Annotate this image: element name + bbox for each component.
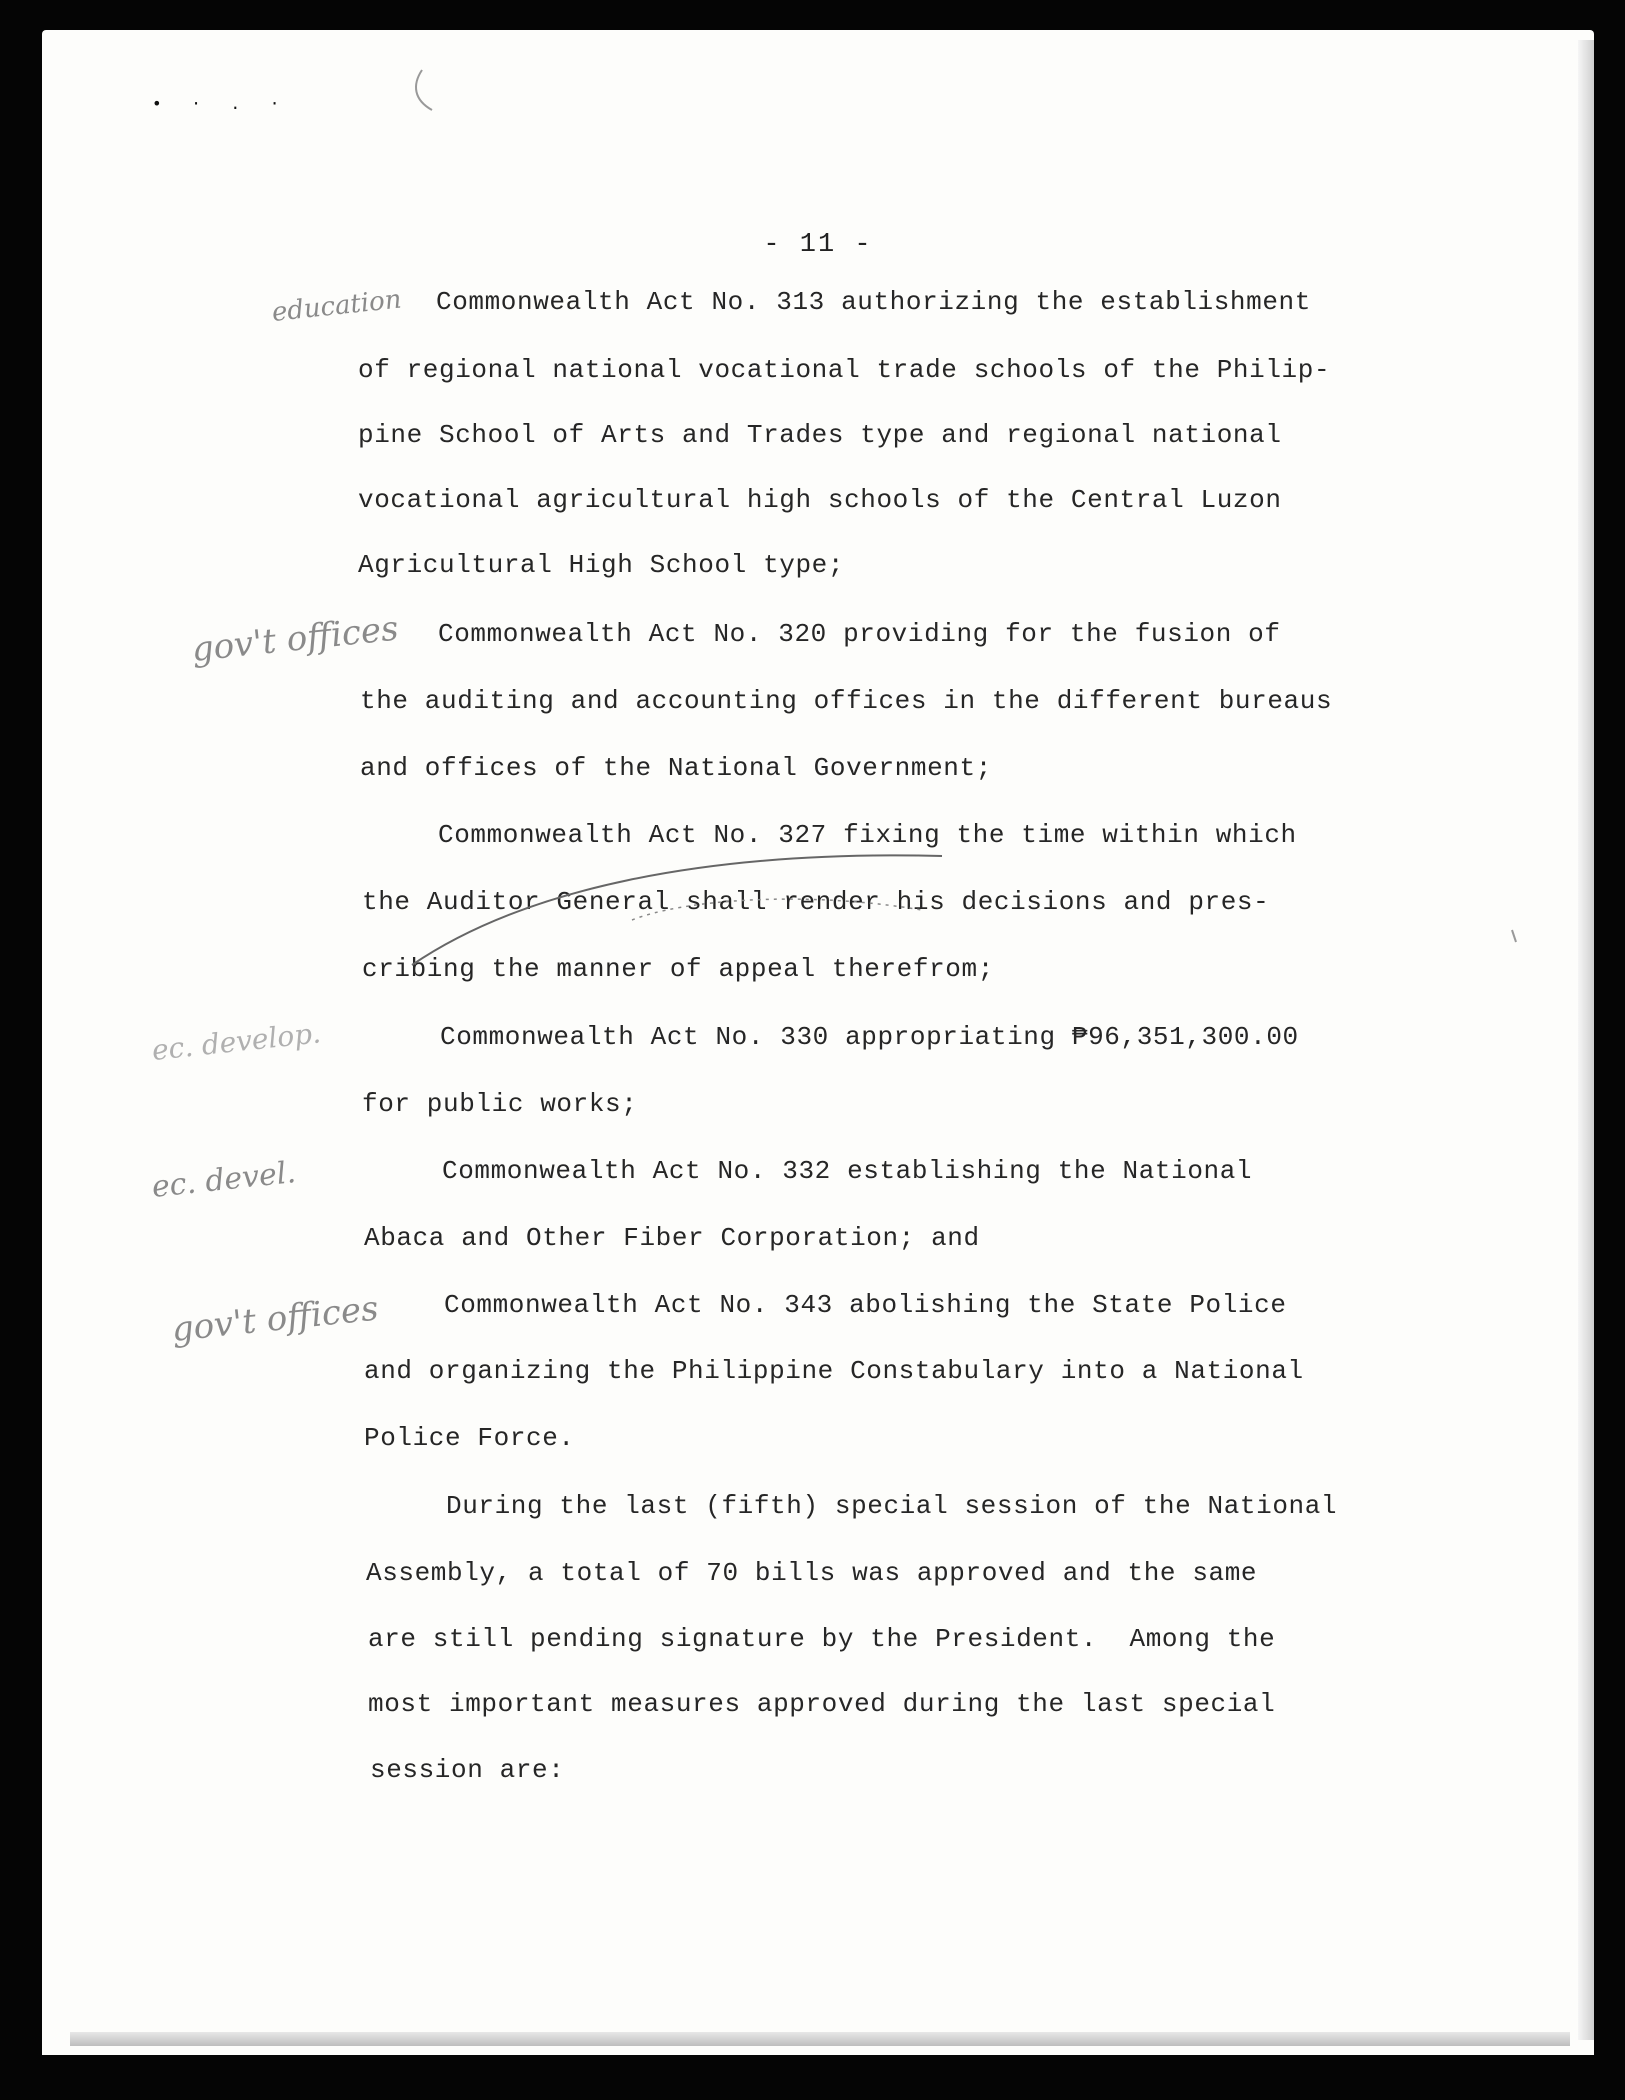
handwritten-note: ec. devel. — [150, 1154, 298, 1205]
margin-marks: • · . · — [152, 94, 290, 113]
text-line: and offices of the National Government; — [360, 753, 992, 783]
page-bottom-edge — [70, 2032, 1570, 2046]
document-page — [42, 30, 1594, 2055]
text-line: Commonwealth Act No. 313 authorizing the establishment — [436, 287, 1311, 317]
text-line: Abaca and Other Fiber Corporation; and — [364, 1223, 980, 1253]
text-line: most important measures approved during the last special — [368, 1689, 1276, 1719]
text-line: Commonwealth Act No. 327 fixing the time within which — [438, 820, 1297, 850]
handwritten-note: gov't offices — [189, 608, 401, 670]
text-line: Agricultural High School type; — [358, 550, 845, 580]
pencil-stroke — [632, 899, 922, 920]
text-line: and organizing the Philippine Constabulary into a National — [364, 1356, 1304, 1386]
text-line: for public works; — [362, 1089, 638, 1119]
text-line: vocational agricultural high schools of the Central Luzon — [358, 485, 1282, 515]
page-number: - 11 - — [763, 230, 873, 260]
pencil-stroke — [412, 855, 942, 965]
text-line: Police Force. — [364, 1423, 575, 1453]
text-line: session are: — [370, 1755, 565, 1785]
text-line: of regional national vocational trade schools of the Philip- — [358, 355, 1331, 385]
handwritten-note: education — [270, 284, 403, 328]
page-shadow — [1578, 40, 1594, 2040]
text-line: cribing the manner of appeal therefrom; — [362, 954, 994, 984]
pencil-stroke — [416, 70, 432, 110]
text-line: the Auditor General shall render his decisions and pres- — [362, 887, 1270, 917]
text-line: are still pending signature by the President. Among the — [368, 1624, 1276, 1654]
pencil-stroke — [1512, 930, 1516, 942]
text-line: Assembly, a total of 70 bills was approved and the same — [366, 1558, 1258, 1588]
text-line: During the last (fifth) special session of the National — [446, 1491, 1338, 1521]
text-line: Commonwealth Act No. 320 providing for the fusion of — [438, 619, 1281, 649]
text-line: pine School of Arts and Trades type and regional national — [358, 420, 1282, 450]
handwritten-note: gov't offices — [169, 1288, 381, 1350]
handwritten-note: ec. develop. — [150, 1016, 323, 1067]
pencil-marks — [42, 30, 1594, 2055]
text-line: Commonwealth Act No. 330 appropriating ₱96,351,300.00 — [440, 1022, 1299, 1052]
text-line: Commonwealth Act No. 332 establishing the National — [442, 1156, 1253, 1186]
text-line: the auditing and accounting offices in the different bureaus — [360, 686, 1333, 716]
text-line: Commonwealth Act No. 343 abolishing the State Police — [444, 1290, 1287, 1320]
